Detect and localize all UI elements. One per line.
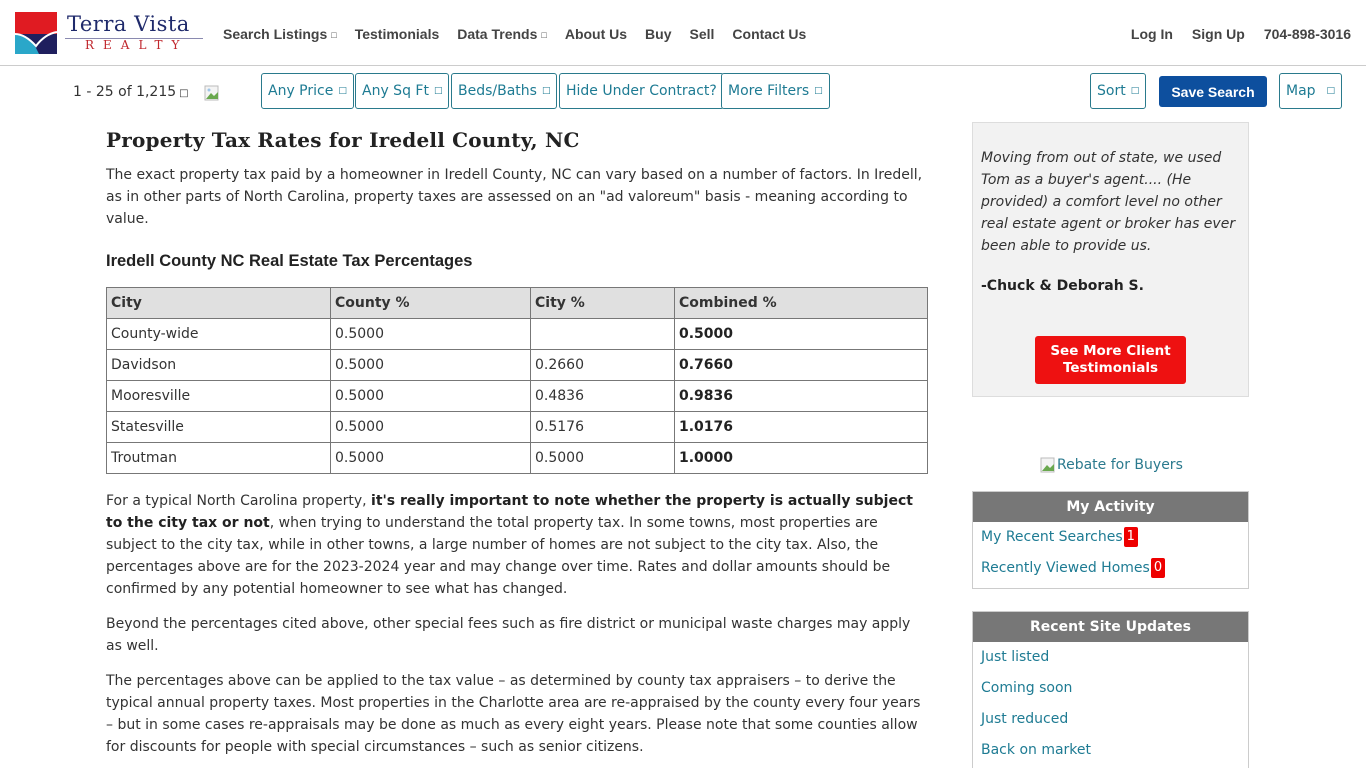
nav-testimonials[interactable] [355,26,440,42]
logo-name: Terra Vista [67,12,190,36]
cell-combined-pct: 0.7660 [675,350,928,381]
chevron-down-icon: □ [1326,86,1335,96]
cell-county-pct: 0.5000 [331,319,531,350]
result-count[interactable] [73,84,189,100]
logo-tagline: REALTY [85,38,189,52]
city-tax-paragraph [106,490,928,600]
coming-soon-link[interactable]: Coming soon [981,680,1073,696]
my-activity-panel [972,491,1249,589]
sort-button[interactable] [1090,73,1146,109]
panel-title: Recent Site Updates [973,612,1248,642]
result-count-label: 1 - 25 of 1,215 [73,84,177,100]
cell-combined-pct: 0.9836 [675,381,928,412]
filter-label: More Filters [728,83,810,99]
nav-label: Buy [645,26,672,42]
count-badge: 0 [1151,558,1165,578]
rebate-alt-text: Rebate for Buyers [1057,457,1183,473]
nav-label: Sell [689,26,715,42]
panel-title: My Activity [973,492,1248,522]
chevron-down-icon: □ [541,30,547,40]
filter-more[interactable] [721,73,830,109]
broken-image-icon [204,85,220,101]
nav-label: About Us [564,26,628,42]
nav-buy[interactable] [645,26,671,42]
cell-county-pct: 0.5000 [331,381,531,412]
rebate-for-buyers-image-link[interactable] [1040,457,1183,473]
filter-hide-under-contract[interactable] [559,73,724,109]
tax-value-paragraph: The percentages above can be applied to the tax value – as determined by county tax appraisers – to derive the typical annual property taxes. Most properties in the Charlotte area are re-appraised by the county every four years – but in some cases re-appraisals may be done as much as every eight years. Please note that some counties allow for discounts for people with special circumstances – such as senior citizens. [106,673,921,755]
save-search-button[interactable]: Save Search [1159,76,1267,107]
map-button[interactable] [1279,73,1342,109]
cell-combined-pct: 1.0000 [675,443,928,474]
filter-label: Hide Under Contract? [566,83,717,99]
site-header [0,0,1366,66]
signup-link[interactable]: Sign Up [1191,26,1245,42]
nav-contact-us[interactable] [732,26,806,42]
table-header-row [107,288,928,319]
cell-city: Mooresville [107,381,331,412]
filter-beds-baths[interactable] [451,73,557,109]
account-nav [1112,26,1351,42]
main-nav [223,26,824,42]
chevron-down-icon: □ [179,88,189,99]
my-recent-searches-link[interactable] [973,522,1248,553]
testimonial-author: -Chuck & Deborah S. [981,278,1144,294]
login-link[interactable]: Log In [1130,26,1173,42]
cell-city: County-wide [107,319,331,350]
cell-combined-pct: 1.0176 [675,412,928,443]
emphasis-text: it's really important to note whether the property is actually subject to the city tax or not [106,493,913,531]
column-header: Combined % [675,288,928,319]
table-row [107,412,928,443]
column-header: City % [531,288,675,319]
see-more-testimonials-button[interactable]: See More Client Testimonials [1035,336,1186,384]
text-run: For a typical North Carolina property, [106,493,372,509]
filter-price[interactable] [261,73,354,109]
testimonial-quote: Moving from out of state, we used Tom as a buyer's agent.... (He provided) a comfort level no other real estate agent or broker has ever been able to provide us. [981,150,1236,254]
search-toolbar [0,67,1366,115]
chevron-down-icon: □ [1130,86,1140,96]
logo-mark-icon [15,12,57,54]
testimonial-box [972,122,1249,397]
cell-city: Statesville [107,412,331,443]
tax-rate-table [106,287,928,474]
chevron-down-icon: □ [541,86,551,96]
just-reduced-link[interactable]: Just reduced [981,711,1069,727]
recent-site-updates-panel [972,611,1249,768]
cell-city-pct: 0.5000 [531,443,675,474]
recently-viewed-homes-link[interactable] [973,553,1248,584]
cell-city-pct: 0.4836 [531,381,675,412]
cell-city-pct: 0.2660 [531,350,675,381]
nav-about-us[interactable] [565,26,627,42]
table-row [107,443,928,474]
text-run: , when trying to understand the total property tax. In some towns, most properties are subject to the city tax, while in other towns, a large number of homes are not subject to the city tax. Also, the percentages above are for the 2023-2024 year and may change over time. Rates and dollar amounts should be confirmed by any potential homeowner to see what has changed. [106,515,891,597]
column-header: City [107,288,331,319]
chevron-down-icon: □ [814,86,823,96]
cell-combined-pct: 0.5000 [675,319,928,350]
broken-image-icon [1040,457,1056,473]
cell-city-pct [531,319,675,350]
nav-label: Data Trends [457,26,538,42]
link-label: My Recent Searches [981,529,1123,545]
cell-county-pct: 0.5000 [331,412,531,443]
article [106,128,928,768]
cell-city: Troutman [107,443,331,474]
cell-city-pct: 0.5176 [531,412,675,443]
table-row [107,350,928,381]
nav-label: Contact Us [732,26,807,42]
cell-county-pct: 0.5000 [331,350,531,381]
back-on-market-link[interactable]: Back on market [981,742,1092,758]
sort-label: Sort [1097,83,1126,99]
nav-search-listings[interactable] [223,26,337,42]
filter-sqft[interactable] [355,73,449,109]
logo[interactable] [15,12,205,54]
special-fees-paragraph: Beyond the percentages cited above, other special fees such as fire district or municipal waste charges may apply as well. [106,616,911,654]
count-badge: 1 [1124,527,1138,547]
cell-city: Davidson [107,350,331,381]
cell-county-pct: 0.5000 [331,443,531,474]
chevron-down-icon: □ [338,86,347,96]
phone-link[interactable]: 704-898-3016 [1263,26,1351,42]
filter-label: Any Sq Ft [362,83,429,99]
just-listed-link[interactable]: Just listed [981,649,1050,665]
nav-label: Search Listings [223,26,328,42]
intro-paragraph: The exact property tax paid by a homeowner in Iredell County, NC can vary based on a number of factors. In Iredell, as in other parts of North Carolina, property taxes are assessed on an "ad valoreum" basis - meaning according to value. [106,167,923,227]
map-label: Map [1286,83,1316,99]
section-heading: Iredell County NC Real Estate Tax Percentages [106,252,473,270]
table-row [107,319,928,350]
page-title: Property Tax Rates for Iredell County, NC [106,128,580,152]
chevron-down-icon: □ [331,30,337,40]
column-header: County % [331,288,531,319]
nav-data-trends[interactable] [457,26,547,42]
filter-label: Any Price [268,83,334,99]
link-label: Recently Viewed Homes [981,560,1150,576]
chevron-down-icon: □ [433,86,443,96]
table-row [107,381,928,412]
nav-label: Testimonials [354,26,440,42]
nav-sell[interactable] [690,26,715,42]
filter-label: Beds/Baths [458,83,537,99]
